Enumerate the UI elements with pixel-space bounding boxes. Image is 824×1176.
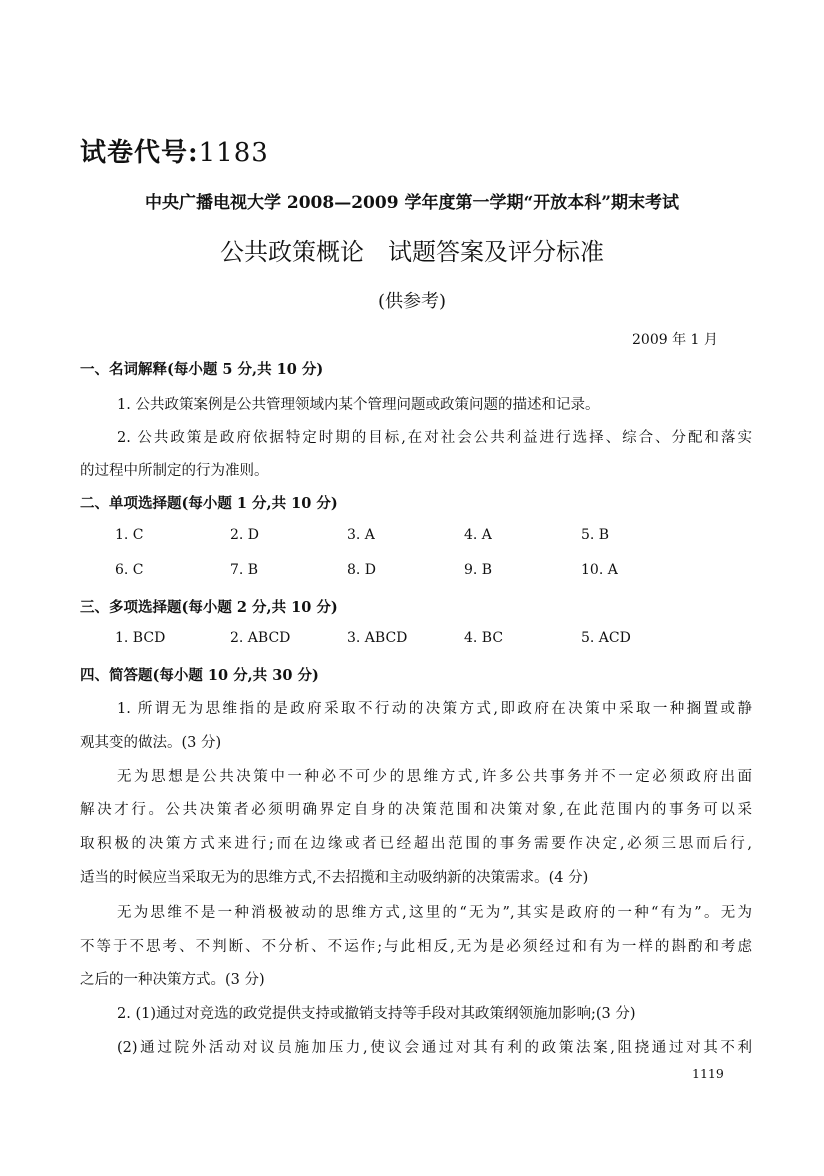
section4-heading: 四、简答题(每小题 10 分,共 30 分) <box>80 667 319 684</box>
section4-line: 取积极的决策方式来进行;而在边缘或者已经超出范围的事务需要作决定,必须三思而后行, <box>80 836 752 852</box>
choice-answer: 6. C <box>115 562 144 578</box>
exam-date: 2009 年 1 月 <box>632 332 718 348</box>
section4-line: 无为思维不是一种消极被动的思维方式,这里的“无为”,其实是政府的一种“有为”。无为 <box>117 905 752 921</box>
subject-title: 公共政策概论 试题答案及评分标准 <box>220 238 604 266</box>
section3-heading: 三、多项选择题(每小题 2 分,共 10 分) <box>80 599 338 616</box>
section4-line: 2. (1)通过对竞选的政党提供支持或撤销支持等手段对其政策纲领施加影响;(3 分) <box>117 1006 636 1022</box>
exam-code-number: 1183 <box>198 138 269 168</box>
choice-answer: 5. B <box>581 527 610 543</box>
choice-answer: 2. D <box>230 527 260 543</box>
choice-answer: 4. BC <box>464 630 504 646</box>
choice-answer: 8. D <box>347 562 377 578</box>
choice-answer: 1. BCD <box>115 630 166 646</box>
section1-line: 的过程中所制定的行为准则。 <box>80 463 269 479</box>
section1-heading: 一、名词解释(每小题 5 分,共 10 分) <box>80 361 324 378</box>
choice-answer: 10. A <box>581 562 618 578</box>
section4-line: 不等于不思考、不判断、不分析、不运作;与此相反,无为是必须经过和有为一样的斟酌和考虑 <box>80 939 752 955</box>
section4-line: 解决才行。公共决策者必须明确界定自身的决策范围和决策对象,在此范围内的事务可以采 <box>80 802 752 818</box>
choice-answer: 7. B <box>230 562 259 578</box>
section4-line: 观其变的做法。(3 分) <box>80 735 222 751</box>
page-number: 1119 <box>692 1066 724 1081</box>
section1-line: 1. 公共政策案例是公共管理领域内某个管理问题或政策问题的描述和记录。 <box>117 397 600 413</box>
exam-code <box>80 132 269 169</box>
section1-line: 2. 公共政策是政府依据特定时期的目标,在对社会公共利益进行选择、综合、分配和落实 <box>117 430 752 446</box>
section4-line: 无为思想是公共决策中一种必不可少的思维方式,许多公共事务并不一定必须政府出面 <box>117 769 752 785</box>
section4-line: 适当的时候应当采取无为的思维方式,不去招揽和主动吸纳新的决策需求。(4 分) <box>80 870 589 886</box>
choice-answer: 3. A <box>347 527 375 543</box>
choice-answer: 2. ABCD <box>230 630 291 646</box>
section4-line: 之后的一种决策方式。(3 分) <box>80 972 265 988</box>
choice-answer: 5. ACD <box>581 630 631 646</box>
section4-line: 1. 所谓无为思维指的是政府采取不行动的决策方式,即政府在决策中采取一种搁置或静 <box>117 701 752 717</box>
choice-answer: 9. B <box>464 562 493 578</box>
section4-line: (2)通过院外活动对议员施加压力,使议会通过对其有利的政策法案,阻挠通过对其不利 <box>117 1040 752 1056</box>
exam-code-label: 试卷代号: <box>80 138 199 168</box>
choice-answer: 1. C <box>115 527 144 543</box>
choice-answer: 4. A <box>464 527 492 543</box>
exam-title: 中央广播电视大学 2008—2009 学年度第一学期“开放本科”期末考试 <box>144 193 680 213</box>
choice-answer: 3. ABCD <box>347 630 408 646</box>
section2-heading: 二、单项选择题(每小题 1 分,共 10 分) <box>80 495 338 512</box>
reference-note: (供参考) <box>377 291 447 312</box>
